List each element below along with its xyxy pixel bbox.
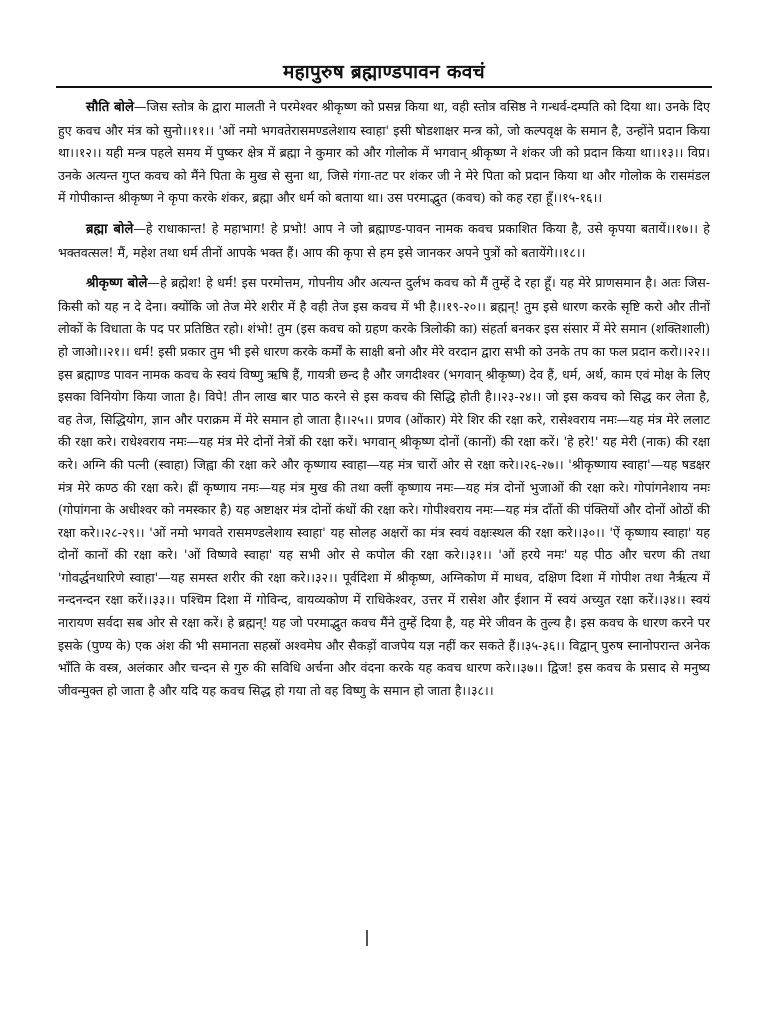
- paragraph-sauti: [58, 96, 710, 210]
- paragraph-shrikrishna: [58, 272, 710, 702]
- paragraph-text: —हे ब्रह्मेश! हे धर्म! इस परमोत्तम, गोपनीय और अत्यन्त दुर्लभ कवच को मैं तुम्हें दे रहा हूँ। यह मेरे प्राणसमान है। अतः जिस-किसी को यह न दे देना। क्योंकि जो तेज मेरे शरीर में है वही तेज इस कवच में भी है।।१९-२०।। ब्रह्मन्! तुम इसे धारण करके सृष्टि करो और तीनों लोकों के विधाता के पद पर प्रतिष्ठित रहो। शंभो! तुम (इस कवच को ग्रहण करके त्रिलोकी का) संहर्ता बनकर इस संसार में मेरे समान (शक्तिशाली) हो जाओ।।२१।। धर्म! इसी प्रकार तुम भी इसे धारण करके कर्मों के साक्षी बनो और मेरे वरदान द्वारा सभी को उनके तप का फल प्रदान करो।।२२।। इस ब्रह्माण्ड पावन नामक कवच के स्वयं विष्णु ऋषि हैं, गायत्री छन्द है और जगदीश्वर (भगवान् श्रीकृष्ण) देव हैं, धर्म, अर्थ, काम एवं मोक्ष के लिए इसका विनियोग किया जाता है। विपे! तीन लाख बार पाठ करने से इस कवच की सिद्धि होती है।।२३-२४।। जो इस कवच को सिद्ध कर लेता है, वह तेज, सिद्धियोग, ज्ञान और पराक्रम में मेरे समान हो जाता है।।२५।। प्रणव (ओंकार) मेरे शिर की रक्षा करे, रासेश्वराय नमः—यह मंत्र मेरे ललाट की रक्षा करे। राधेश्वराय नमः—यह मंत्र मेरे दोनों नेत्रों की रक्षा करें। भगवान् श्रीकृष्ण दोनों (कानों) की रक्षा करें। 'हे हरे!' यह मेरी (नाक) की रक्षा करे। अग्नि की पत्नी (स्वाहा) जिह्वा की रक्षा करे और कृष्णाय स्वाहा—यह मंत्र चारों ओर से रक्षा करे।।२६-२७।। 'श्रीकृष्णाय स्वाहा'—यह षडक्षर मंत्र मेरे कण्ठ की रक्षा करे। ह्रीं कृष्णाय नमः—यह मंत्र मुख की तथा क्लीं कृष्णाय नमः—यह मंत्र दोनों भुजाओं की रक्षा करे। गोपांगनेशाय नमः (गोपांगना के अधीश्वर को नमस्कार है) यह अष्टाक्षर मंत्र दोनों कंधों की रक्षा करे। गोपीश्वराय नमः—यह मंत्र दाँतों की पंक्तियों और दोनों ओठों की रक्षा करे।।२८-२९।। 'ओं नमो भगवते रासमण्डलेशाय स्वाहा' यह सोलह अक्षरों का मंत्र स्वयं वक्षःस्थल की रक्षा करे।।३०।। 'ऐं कृष्णाय स्वाहा' यह दोनों कानों की रक्षा करे। 'ओं विष्णवे स्वाहा' यह सभी ओर से कपोल की रक्षा करे।।३१।। 'ओं हरये नमः' यह पीठ और चरण की तथा 'गोवर्द्धनधारिणे स्वाहा'—यह समस्त शरीर की रक्षा करे।।३२।। पूर्वदिशा में श्रीकृष्ण, अग्निकोण में माधव, दक्षिण दिशा में गोपीश तथा नैर्ऋत्य में नन्दनन्दन रक्षा करें।।३३।। पश्चिम दिशा में गोविन्द, वायव्यकोण में राधिकेश्वर, उत्तर में रासेश और ईशान में स्वयं अच्युत रक्षा करें।।३४।। स्वयं नारायण सर्वदा सब ओर से रक्षा करें। हे ब्रह्मन्! यह जो परमाद्भुत कवच मैंने तुम्हें दिया है, यह मेरे जीवन के तुल्य है। इस कवच के धारण करने पर इसके (पुण्य के) एक अंश की भी समानता सहस्रों अश्वमेघ और सैकड़ों वाजपेय यज्ञ नहीं कर सकते हैं।।३५-३६।। विद्वान् पुरुष स्नानोपरान्त अनेक भाँति के वस्त्र, अलंकार और चन्दन से गुरु की सविधि अर्चना और वंदना करके यह कवच धारण करे।।३७।। द्विज! इस कवच के प्रसाद से मनुष्य जीवन्मुक्त हो जाता है और यदि यह कवच सिद्ध हो गया तो वह विष्णु के समान हो जाता है।।३८।।: [58, 275, 710, 698]
- document-body: [58, 96, 710, 702]
- speaker-label: सौति बोले: [86, 100, 134, 115]
- paragraph-text: —जिस स्तोत्र के द्वारा मालती ने परमेश्वर श्रीकृष्ण को प्रसन्न किया था, वही स्तोत्र वसिष्ठ ने गन्धर्व-दम्पति को दिया था। उनके दिए हुए कवच और मंत्र को सुनो।।११।। 'ओं नमो भगवतेरासमण्डलेशाय स्वाहा' इसी षोडशाक्षर मन्त्र को, जो कल्पवृक्ष के समान है, उन्होंने प्रदान किया था।।१२।। यही मन्त्र पहले समय में पुष्कर क्षेत्र में ब्रह्मा ने कुमार को और गोलोक में भगवान् श्रीकृष्ण ने शंकर जी को प्रदान किया था।।१३।। विप्र। उनके अत्यन्त गुप्त कवच को मैंने पिता के मुख से सुना था, जिसे गंगा-तट पर शंकर जी ने मेरे पिता को प्रदान किया था और गोलोक के रासमंडल में गोपीकान्त श्रीकृष्ण ने कृपा करके शंकर, ब्रह्मा और धर्म को बताया था। उस परमाद्भुत (कवच) को कह रहा हूँ।।१५-१६।।: [58, 99, 710, 206]
- paragraph-brahma: [58, 218, 710, 264]
- speaker-label: ब्रह्मा बोले: [86, 221, 134, 237]
- speaker-label: श्रीकृष्ण बोले: [86, 276, 148, 292]
- title-underline: [56, 86, 712, 88]
- scan-mark: [366, 930, 368, 946]
- page-title: महापुरुष ब्रह्माण्डपावन कवचं: [282, 61, 486, 83]
- paragraph-text: —हे राधाकान्त! हे महाभाग! हे प्रभो! आप ने जो ब्रह्माण्ड-पावन नामक कवच प्रकाशित किया है, उसे कृपया बतायें।।१७।। हे भक्तवत्सल! मैं, महेश तथा धर्म तीनों आपके भक्त हैं। आप की कृपा से हम इसे जानकर अपने पुत्रों को बतायेंगे।।१८।।: [58, 220, 710, 260]
